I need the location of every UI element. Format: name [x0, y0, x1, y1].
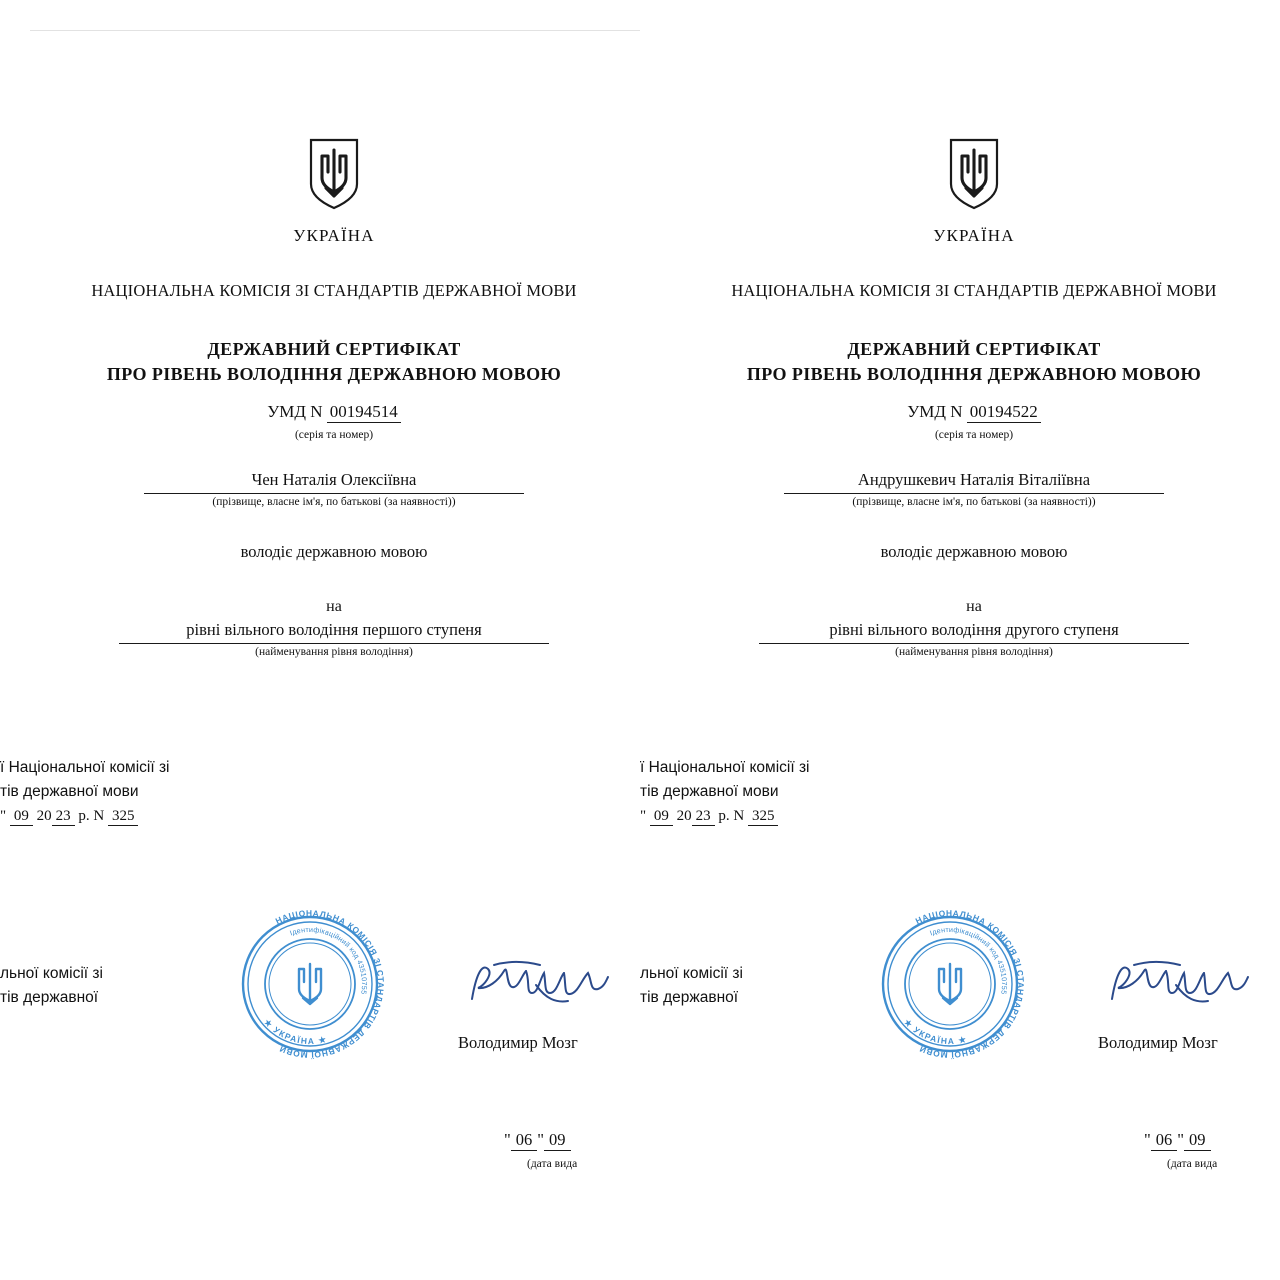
signer-block [0, 962, 103, 1010]
svg-text:★ УКРАЇНА ★: ★ УКРАЇНА ★ [262, 1016, 329, 1047]
proficiency-level-caption: (найменування рівня володіння) [255, 646, 413, 658]
handwritten-signature [1104, 955, 1254, 1015]
official-seal-stamp-icon [226, 900, 394, 1068]
holder-name-caption: (прізвище, власне ім'я, по батькові (за наявності)) [852, 496, 1096, 508]
document-title [640, 337, 1280, 387]
decision-line-2: тів державної мови [640, 783, 779, 800]
ukraine-trident-emblem-icon [947, 138, 1001, 210]
country-label: УКРАЇНА [933, 226, 1015, 245]
holder-name: Андрушкевич Наталія Віталіївна [784, 470, 1164, 494]
issue-quote-open: " [1144, 1130, 1151, 1149]
decision-month: 09 [10, 808, 33, 826]
issue-day: 06 [511, 1130, 538, 1151]
signer-line-2: тів державної [640, 989, 739, 1006]
signer-name: Володимир Мозг [458, 1033, 578, 1052]
issue-quote-close: " [537, 1130, 544, 1149]
certificate-right-content [640, 0, 1280, 1280]
signer-line-2: тів державної [0, 989, 99, 1006]
serial-number: 00194522 [967, 402, 1041, 423]
issue-quote-open: " [504, 1130, 511, 1149]
ownership-statement: володіє державною мовою [240, 542, 428, 561]
certificate-right [640, 0, 1280, 1280]
document-title [0, 337, 640, 387]
signer-block [640, 962, 743, 1010]
serial-number: 00194514 [327, 402, 401, 423]
decision-year-tail: р. N [78, 808, 105, 824]
decision-line-1: ї Національної комісії зі [640, 759, 810, 776]
decision-quote: " [640, 808, 647, 824]
ownership-statement: володіє державною мовою [880, 542, 1068, 561]
commission-name: НАЦІОНАЛЬНА КОМІСІЯ ЗІ СТАНДАРТІВ ДЕРЖАВНОЇ МОВИ [91, 281, 577, 300]
document-title-line2: ПРО РІВЕНЬ ВОЛОДІННЯ ДЕРЖАВНОЮ МОВОЮ [106, 364, 562, 384]
serial-caption: (серія та номер) [934, 429, 1014, 441]
document-title-line2: ПРО РІВЕНЬ ВОЛОДІННЯ ДЕРЖАВНОЮ МОВОЮ [746, 364, 1202, 384]
decision-month: 09 [650, 808, 673, 826]
decision-year-suffix: 23 [692, 808, 715, 826]
serial-prefix: УМД N [907, 402, 963, 421]
official-seal-stamp-icon [866, 900, 1034, 1068]
serial-prefix: УМД N [267, 402, 323, 421]
signer-name: Володимир Мозг [1098, 1033, 1218, 1052]
decision-line-3 [0, 804, 170, 828]
holder-name: Чен Наталія Олексіївна [144, 470, 524, 494]
proficiency-level: рівні вільного володіння першого ступеня [119, 620, 549, 644]
at-word: на [326, 598, 342, 615]
issue-date [1144, 1130, 1211, 1150]
decision-number: 325 [108, 808, 139, 826]
issue-day: 06 [1151, 1130, 1178, 1151]
decision-quote: " [0, 808, 7, 824]
country-label: УКРАЇНА [293, 226, 375, 245]
at-word: на [966, 598, 982, 615]
svg-text:НАЦІОНАЛЬНА КОМІСІЯ ЗІ СТАНДАР: НАЦІОНАЛЬНА КОМІСІЯ ЗІ СТАНДАРТІВ ДЕРЖАВНОЇ МОВИ [273, 907, 387, 1061]
ukraine-trident-emblem-icon [307, 138, 361, 210]
decision-year-tail: р. N [718, 808, 745, 824]
issue-month: 09 [544, 1130, 571, 1151]
decision-block [0, 756, 170, 828]
document-title-line1: ДЕРЖАВНИЙ СЕРТИФІКАТ [207, 339, 461, 359]
document-title-line1: ДЕРЖАВНИЙ СЕРТИФІКАТ [847, 339, 1101, 359]
svg-text:НАЦІОНАЛЬНА КОМІСІЯ ЗІ СТАНДАР: НАЦІОНАЛЬНА КОМІСІЯ ЗІ СТАНДАРТІВ ДЕРЖАВНОЇ МОВИ [913, 907, 1027, 1061]
issue-date [504, 1130, 571, 1150]
decision-year-suffix: 23 [52, 808, 75, 826]
decision-year-prefix: 20 [36, 808, 52, 824]
proficiency-level: рівні вільного володіння другого ступеня [759, 620, 1189, 644]
commission-name: НАЦІОНАЛЬНА КОМІСІЯ ЗІ СТАНДАРТІВ ДЕРЖАВНОЇ МОВИ [731, 281, 1217, 300]
serial-row [640, 402, 1280, 422]
issue-date-caption: (дата вида [1167, 1158, 1218, 1170]
svg-text:★ УКРАЇНА ★: ★ УКРАЇНА ★ [902, 1016, 969, 1047]
proficiency-level-caption: (найменування рівня володіння) [895, 646, 1053, 658]
decision-line-1: ї Національної комісії зі [0, 759, 170, 776]
issue-quote-close: " [1177, 1130, 1184, 1149]
svg-text:Ідентифікаційний код 43510755: Ідентифікаційний код 43510755 [928, 924, 1010, 996]
issue-month: 09 [1184, 1130, 1211, 1151]
holder-name-caption: (прізвище, власне ім'я, по батькові (за наявності)) [212, 496, 456, 508]
serial-row [0, 402, 640, 422]
svg-text:Ідентифікаційний код 43510755: Ідентифікаційний код 43510755 [288, 924, 370, 996]
signer-line-1: льної комісії зі [640, 965, 743, 982]
decision-block [640, 756, 810, 828]
signer-line-1: льної комісії зі [0, 965, 103, 982]
decision-line-3 [640, 804, 810, 828]
decision-year-prefix: 20 [676, 808, 692, 824]
serial-caption: (серія та номер) [294, 429, 374, 441]
decision-number: 325 [748, 808, 779, 826]
issue-date-caption: (дата вида [527, 1158, 578, 1170]
decision-line-2: тів державної мови [0, 783, 139, 800]
handwritten-signature [464, 955, 614, 1015]
